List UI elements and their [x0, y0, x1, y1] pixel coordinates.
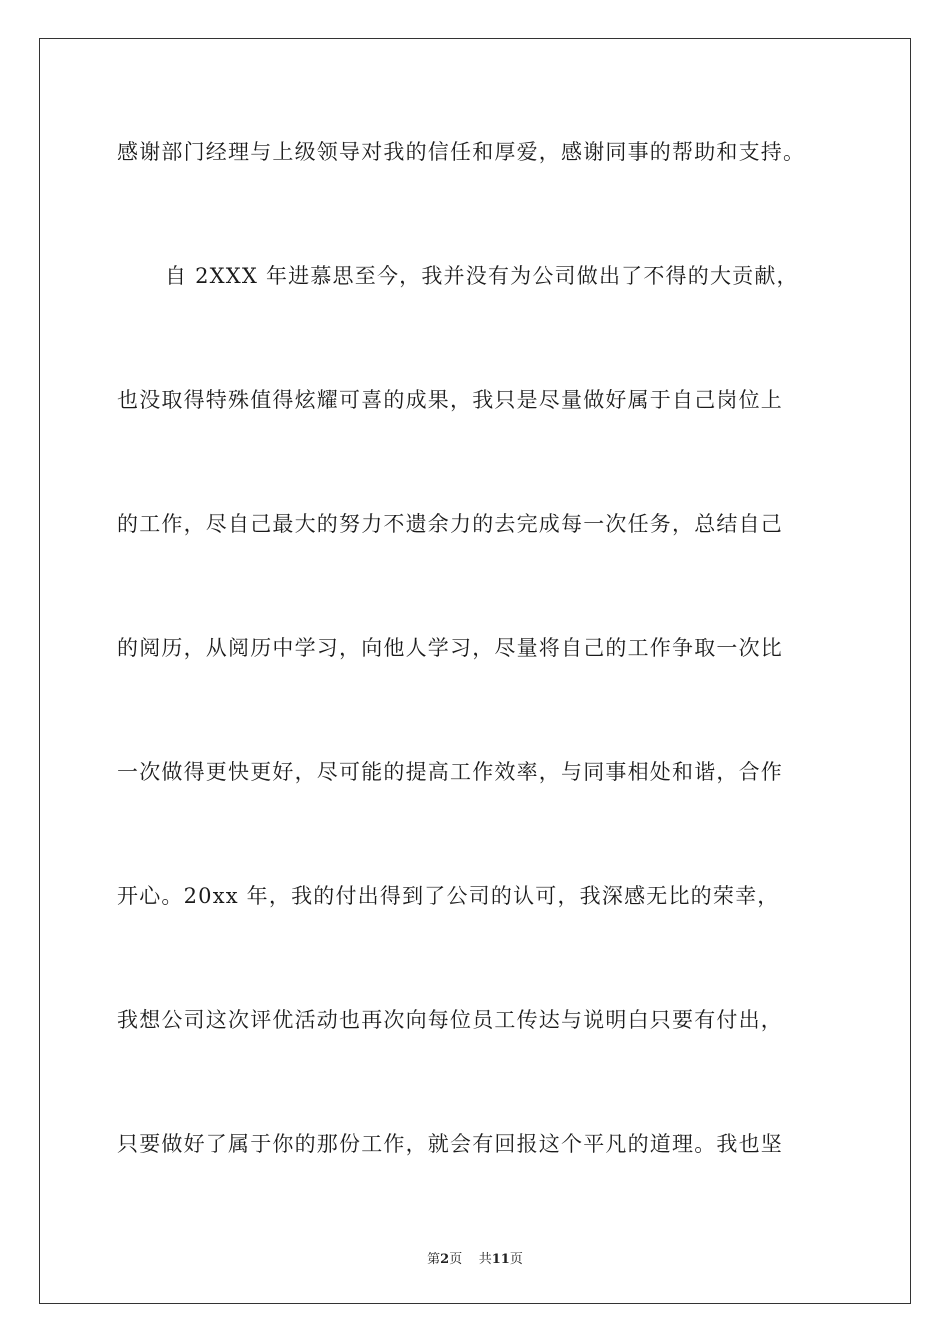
page-border	[39, 38, 911, 1304]
body-line-1: 感谢部门经理与上级领导对我的信任和厚爱，感谢同事的帮助和支持。	[117, 140, 806, 164]
body-line-5: 的阅历，从阅历中学习，向他人学习，尽量将自己的工作争取一次比	[117, 636, 783, 660]
footer-page-prefix: 第	[427, 1252, 441, 1267]
footer-page-number: 2	[440, 1252, 450, 1267]
footer-page-suffix: 页	[449, 1252, 463, 1267]
body-line-6: 一次做得更快更好，尽可能的提高工作效率，与同事相处和谐，合作	[117, 760, 783, 784]
body-line-8: 我想公司这次评优活动也再次向每位员工传达与说明白只要有付出，	[117, 1008, 783, 1032]
body-line-9: 只要做好了属于你的那份工作，就会有回报这个平凡的道理。我也坚	[117, 1132, 783, 1156]
body-line-3: 也没取得特殊值得炫耀可喜的成果，我只是尽量做好属于自己岗位上	[117, 388, 783, 412]
footer-total-pages: 11	[491, 1252, 510, 1267]
body-line-7: 开心。20xx 年，我的付出得到了公司的认可，我深感无比的荣幸，	[117, 884, 780, 908]
footer-total-prefix: 共	[478, 1252, 492, 1267]
page-footer	[0, 1248, 950, 1267]
body-line-4: 的工作，尽自己最大的努力不遗余力的去完成每一次任务，总结自己	[117, 512, 783, 536]
body-line-2: 自 2XXX 年进慕思至今，我并没有为公司做出了不得的大贡献，	[165, 264, 799, 288]
footer-total-suffix: 页	[509, 1252, 523, 1267]
